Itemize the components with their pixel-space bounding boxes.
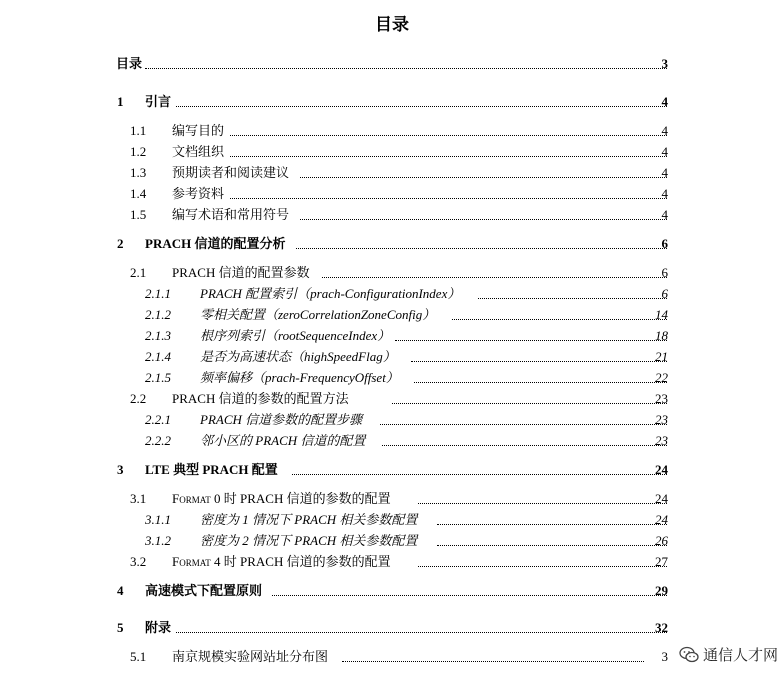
toc-entry-number: 2 <box>117 236 124 251</box>
toc-entry[interactable] <box>0 233 784 252</box>
toc-entry-text: 编写术语和常用符号 <box>172 207 290 222</box>
toc-entry-number: 1.4 <box>130 186 147 201</box>
toc-entry-number: 3.1.1 <box>145 512 171 527</box>
toc-page-number: 4 <box>661 186 668 201</box>
toc-page-number: 22 <box>655 370 668 385</box>
toc-page-number: 21 <box>655 349 668 364</box>
toc-entry[interactable] <box>0 367 784 386</box>
toc-entry-text: 邻小区的 PRACH 信道的配置 <box>200 433 366 448</box>
toc-page-number: 29 <box>655 583 668 598</box>
toc-entry[interactable] <box>0 141 784 160</box>
toc-leader <box>145 68 667 69</box>
toc-entry-text: 是否为高速状态（highSpeedFlag） <box>200 349 396 364</box>
watermark-text: 通信人才网 <box>702 646 778 664</box>
toc-page-number: 6 <box>661 236 668 251</box>
toc-page-number: 4 <box>661 144 668 159</box>
toc-entry-number: 2.1.4 <box>145 349 171 364</box>
toc-entry-number: 3.1 <box>130 491 147 506</box>
toc-entry-number: 1.2 <box>130 144 147 159</box>
toc-entry[interactable] <box>0 162 784 181</box>
toc-entry[interactable] <box>0 580 784 599</box>
toc-entry[interactable] <box>0 551 784 570</box>
toc-entry-number: 3 <box>117 462 124 477</box>
toc-entry-number: 1.5 <box>130 207 147 222</box>
toc-page-number: 3 <box>661 56 668 71</box>
toc-page-number: 23 <box>655 433 668 448</box>
toc-entry[interactable] <box>0 325 784 344</box>
toc-entry-number: 1.3 <box>130 165 147 180</box>
toc-leader <box>437 524 667 525</box>
toc-page-number: 24 <box>655 512 668 527</box>
toc-leader <box>414 382 667 383</box>
toc-page-number: 23 <box>655 391 668 406</box>
toc-entry[interactable] <box>0 646 784 665</box>
toc-page-number: 24 <box>655 462 668 477</box>
toc-page-number: 32 <box>655 620 668 635</box>
toc-entry[interactable] <box>0 459 784 478</box>
toc-leader <box>230 156 667 157</box>
toc-entry-text: 参考资料 <box>172 186 225 201</box>
toc-leader <box>478 298 667 299</box>
wechat-icon <box>679 646 699 664</box>
toc-entry[interactable] <box>0 283 784 302</box>
toc-leader <box>411 361 667 362</box>
toc-page-number: 4 <box>661 94 668 109</box>
toc-entry-number: 1.1 <box>130 123 147 138</box>
toc-entry[interactable] <box>0 91 784 110</box>
toc-entry-number: 5 <box>117 620 124 635</box>
toc-entry-text: PRACH 信道参数的配置步骤 <box>200 412 363 427</box>
toc-leader <box>418 566 667 567</box>
toc-entry-text: 引言 <box>145 94 172 109</box>
toc-leader <box>382 445 667 446</box>
toc-entry-number: 2.1.1 <box>145 286 171 301</box>
toc-entry-text: 南京规模实验网站址分布图 <box>172 649 329 664</box>
toc-entry-number: 3.2 <box>130 554 147 569</box>
toc-entry-text: PRACH 配置索引（prach-ConfigurationIndex） <box>200 286 461 301</box>
toc-leader <box>418 503 667 504</box>
toc-entry-text: 目录 <box>116 56 143 71</box>
toc-entry[interactable] <box>0 530 784 549</box>
toc-entry-text: 附录 <box>145 620 172 635</box>
toc-entry-number: 1 <box>117 94 124 109</box>
toc-entry-number: 2.2.2 <box>145 433 171 448</box>
toc-entry-number: 2.2.1 <box>145 412 171 427</box>
toc-leader <box>272 595 667 596</box>
toc-entry-number: 2.2 <box>130 391 147 406</box>
toc-entry[interactable] <box>0 262 784 281</box>
toc-page-number: 23 <box>655 412 668 427</box>
toc-entry-text: 零相关配置（zeroCorrelationZoneConfig） <box>200 307 436 322</box>
toc-entry-number: 2.1.2 <box>145 307 171 322</box>
toc-entry[interactable] <box>0 120 784 139</box>
toc-page-number: 24 <box>655 491 668 506</box>
toc-entry-text: 预期读者和阅读建议 <box>172 165 290 180</box>
toc-leader <box>296 248 667 249</box>
toc-entry-text: 频率偏移（prach-FrequencyOffset） <box>200 370 399 385</box>
toc-entry[interactable] <box>0 409 784 428</box>
toc-entry-text: 根序列索引（rootSequenceIndex） <box>200 328 391 343</box>
toc-leader <box>300 219 667 220</box>
toc-entry-text: Format 4 时 PRACH 信道的参数的配置 <box>172 554 391 569</box>
toc-leader <box>437 545 667 546</box>
toc-entry-text: LTE 典型 PRACH 配置 <box>145 462 278 477</box>
toc-leader <box>380 424 667 425</box>
toc-entry-text: 编写目的 <box>172 123 225 138</box>
toc-entry-text: PRACH 信道的配置分析 <box>145 236 286 251</box>
toc-entry[interactable] <box>0 430 784 449</box>
toc-entry[interactable] <box>0 53 784 72</box>
toc-leader <box>230 198 667 199</box>
toc-leader <box>395 340 667 341</box>
toc-entry-text: 密度为 1 情况下 PRACH 相关参数配置 <box>200 512 418 527</box>
toc-page-number: 4 <box>661 165 668 180</box>
toc-entry-number: 2.1.3 <box>145 328 171 343</box>
toc-entry-number: 2.1.5 <box>145 370 171 385</box>
page-title: 目录 <box>375 15 409 35</box>
toc-leader <box>322 277 667 278</box>
toc-entry-number: 2.1 <box>130 265 147 280</box>
toc-page-number: 14 <box>655 307 668 322</box>
toc-leader <box>342 661 644 662</box>
toc-page-number: 4 <box>661 123 668 138</box>
toc-entry[interactable] <box>0 388 784 407</box>
toc-entry-text: PRACH 信道的参数的配置方法 <box>172 391 349 406</box>
toc-page-number: 3 <box>661 649 668 664</box>
toc-entry-text: Format 0 时 PRACH 信道的参数的配置 <box>172 491 391 506</box>
toc-entry-number: 5.1 <box>130 649 147 664</box>
toc-entry-number: 3.1.2 <box>145 533 171 548</box>
toc-leader <box>292 474 667 475</box>
toc-entry-text: 密度为 2 情况下 PRACH 相关参数配置 <box>200 533 418 548</box>
toc-leader <box>176 106 667 107</box>
toc-entry[interactable] <box>0 204 784 223</box>
toc-entry-text: 高速模式下配置原则 <box>145 583 263 598</box>
toc-entry[interactable] <box>0 346 784 365</box>
toc-page-number: 4 <box>661 207 668 222</box>
toc-entry[interactable] <box>0 509 784 528</box>
toc-leader <box>176 632 667 633</box>
toc-entry[interactable] <box>0 617 784 636</box>
watermark <box>679 644 778 665</box>
toc-entry-text: PRACH 信道的配置参数 <box>172 265 310 280</box>
toc-leader <box>230 135 667 136</box>
toc-page-number: 27 <box>655 554 668 569</box>
toc-entry[interactable] <box>0 488 784 507</box>
toc-page-number: 18 <box>655 328 668 343</box>
toc-leader <box>452 319 667 320</box>
toc-entry-text: 文档组织 <box>172 144 225 159</box>
toc-page-number: 6 <box>661 265 668 280</box>
toc-page-number: 26 <box>655 533 668 548</box>
toc-entry[interactable] <box>0 183 784 202</box>
toc-entry[interactable] <box>0 304 784 323</box>
toc-entry-number: 4 <box>117 583 124 598</box>
toc-page-number: 6 <box>661 286 668 301</box>
toc-leader <box>392 403 667 404</box>
toc-leader <box>300 177 667 178</box>
